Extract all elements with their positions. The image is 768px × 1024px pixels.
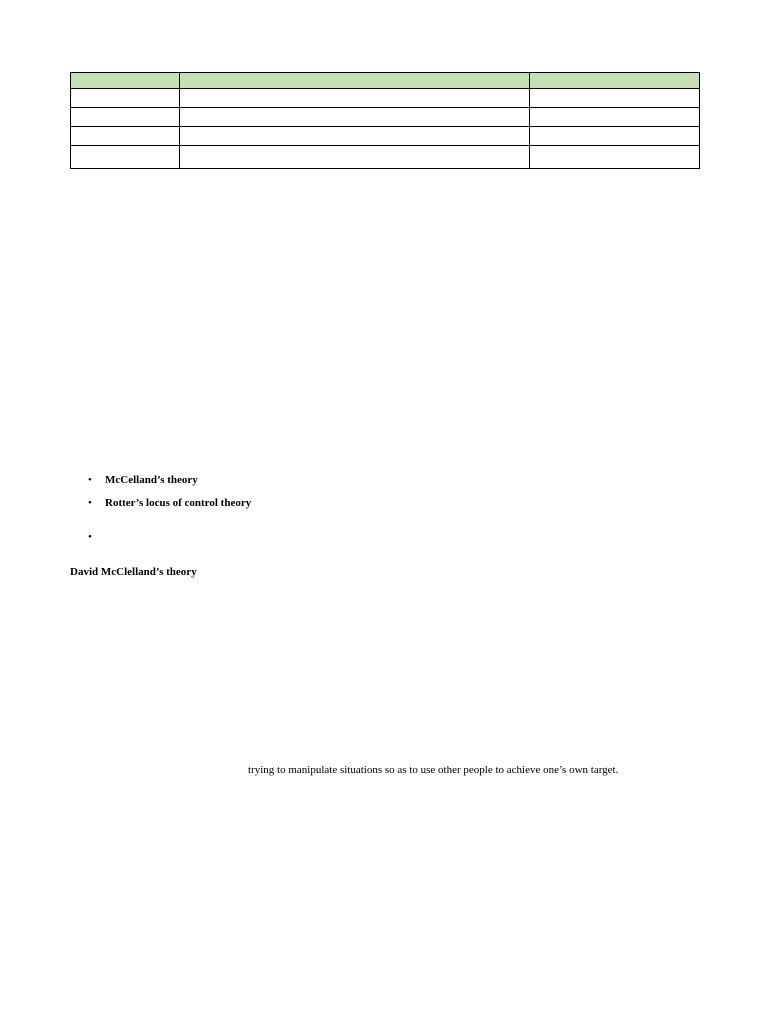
table-cell [71,108,180,127]
table-cell [530,146,700,169]
table-cell [180,127,530,146]
table-row [71,127,700,146]
list-item-label: McCelland’s theory [105,474,198,486]
table-row [71,108,700,127]
list-item [88,470,688,490]
table-cell [71,89,180,108]
list-item [88,493,688,513]
list-item-label: Rotter’s locus of control theory [105,497,252,509]
table-header-cell [71,73,180,89]
table-cell [530,127,700,146]
table-cell [71,146,180,169]
table-cell [180,108,530,127]
table-cell [180,146,530,169]
table-row [71,89,700,108]
table-header-row [71,73,700,89]
table-cell [530,89,700,108]
table-cell [530,108,700,127]
table-row [71,146,700,169]
theory-bullet-list [88,470,688,547]
table-header-cell [180,73,530,89]
body-text-line: trying to manipulate situations so as to use other people to achieve one’s own target. [248,764,619,776]
data-table [70,72,700,169]
table-header-cell [530,73,700,89]
list-item [88,527,688,547]
section-heading: David McClelland’s theory [70,566,197,578]
table-cell [180,89,530,108]
table-cell [71,127,180,146]
